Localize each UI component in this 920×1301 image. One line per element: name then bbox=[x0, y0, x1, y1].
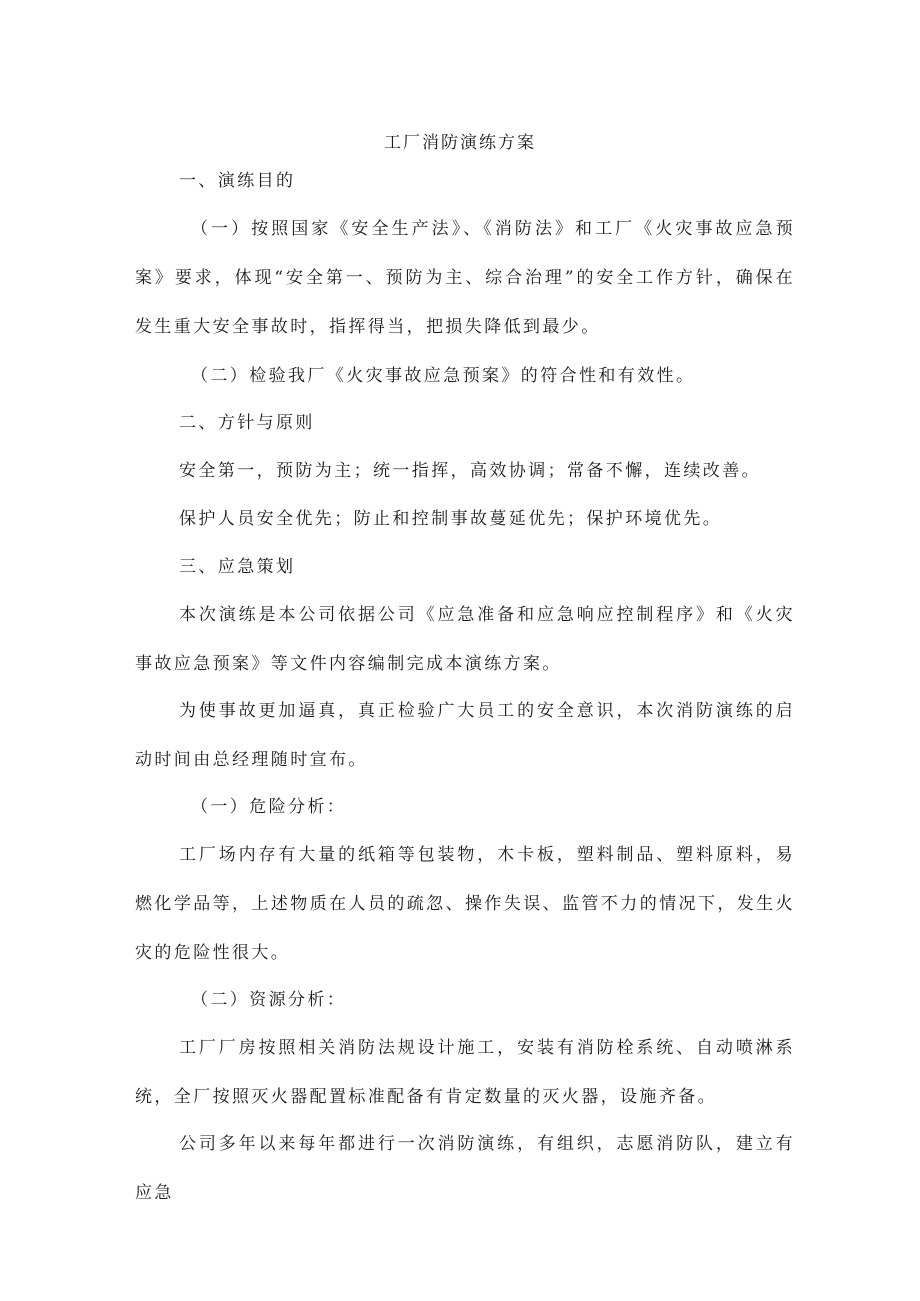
paragraph-planning-1: 本次演练是本公司依据公司《应急准备和应急响应控制程序》和《火灾事故应急预案》等文件内容编制完成本演练方案。 bbox=[135, 605, 795, 674]
paragraph-purpose-2: （二）检验我厂《火灾事故应急预案》的符合性和有效性。 bbox=[191, 366, 696, 386]
paragraph-resource-analysis: 工厂厂房按照相关消防法规设计施工，安装有消防栓系统、自动喷淋系统，全厂按照灭火器配置标准配备有肯定数量的灭火器，设施齐备。 bbox=[135, 1038, 795, 1107]
paragraph-purpose-1: （一）按照国家《安全生产法》、《消防法》和工厂《火灾事故应急预案》要求，体现“安全第一、预防为主、综合治理”的安全工作方针，确保在发生重大安全事故时，指挥得当，把损失降低到最少。 bbox=[135, 219, 795, 337]
heading-resource-analysis: （二）资源分析： bbox=[191, 990, 347, 1010]
heading-principles: 二、方针与原则 bbox=[179, 413, 315, 433]
paragraph-company-drills: 公司多年以来每年都进行一次消防演练，有组织，志愿消防队，建立有应急 bbox=[135, 1134, 795, 1203]
paragraph-planning-2: 为使事故更加逼真，真正检验广大员工的安全意识，本次消防演练的启动时间由总经理随时宣布。 bbox=[135, 701, 795, 770]
paragraph-principles-1: 安全第一，预防为主；统一指挥，高效协调；常备不懈，连续改善。 bbox=[179, 461, 761, 481]
heading-emergency-planning: 三、应急策划 bbox=[179, 557, 296, 577]
document-title: 工厂消防演练方案 bbox=[384, 133, 536, 153]
paragraph-hazard-analysis: 工厂场内存有大量的纸箱等包装物，木卡板，塑料制品、塑料原料，易燃化学品等，上述物质在人员的疏忽、操作失误、监管不力的情况下，发生火灾的危险性很大。 bbox=[135, 845, 795, 963]
paragraph-principles-2: 保护人员安全优先；防止和控制事故蔓延优先；保护环境优先。 bbox=[179, 509, 723, 529]
heading-hazard-analysis: （一）危险分析： bbox=[191, 797, 347, 817]
heading-drill-purpose: 一、演练目的 bbox=[179, 171, 296, 191]
